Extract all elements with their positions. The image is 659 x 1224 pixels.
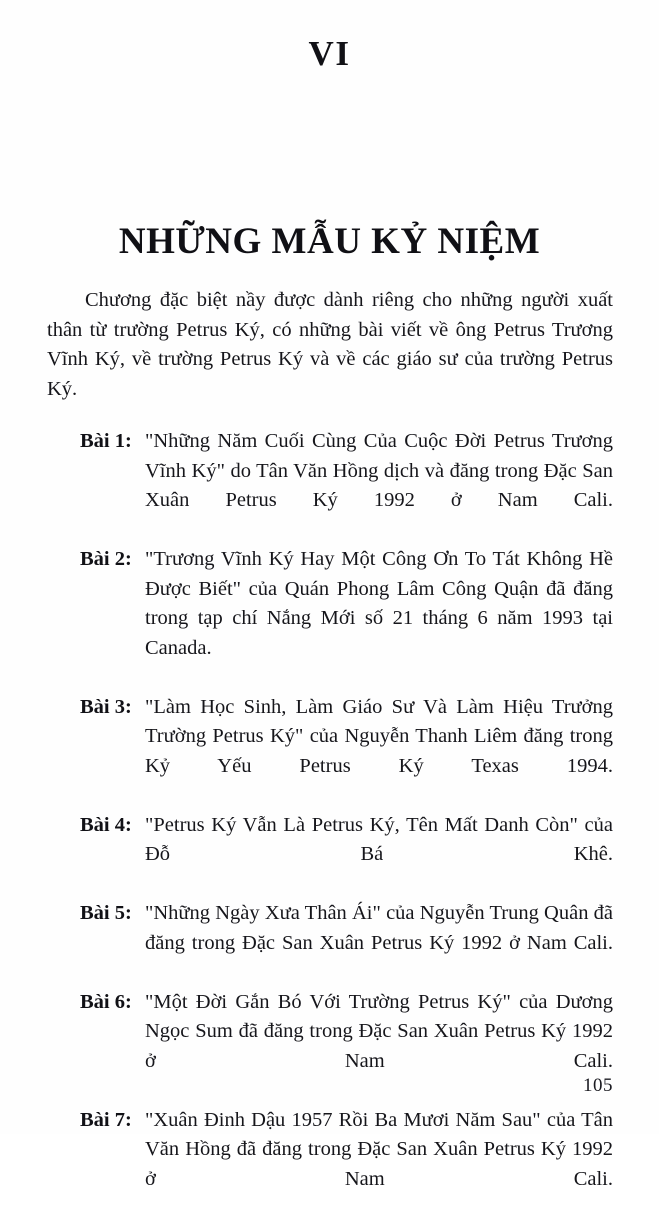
entry-text: "Petrus Ký Vẫn Là Petrus Ký, Tên Mất Danh Còn" của Đỗ Bá Khê. <box>145 813 613 865</box>
entry-text: "Một Đời Gắn Bó Với Trường Petrus Ký" của Dương Ngọc Sum đã đăng trong Đặc San Xuân Petrus Ký 1992 ở Nam Cali. <box>145 990 613 1072</box>
list-item <box>47 811 613 900</box>
intro-paragraph: Chương đặc biệt nầy được dành riêng cho những người xuất thân từ trường Petrus Ký, có những bài viết về ông Petrus Trương Vĩnh Ký, về trường Petrus Ký và về các giáo sư của trường Petrus Ký. <box>47 289 613 400</box>
entry-label: Bài 6: <box>80 990 132 1013</box>
list-item <box>47 988 613 1106</box>
entry-label: Bài 7: <box>80 1108 132 1131</box>
entry-text: "Những Ngày Xưa Thân Ái" của Nguyễn Trung Quân đã đăng trong Đặc San Xuân Petrus Ký 1992 ở Nam Cali. <box>145 902 613 954</box>
entry-text: "Những Năm Cuối Cùng Của Cuộc Đời Petrus Trương Vĩnh Ký" do Tân Văn Hồng dịch và đăng trong Đặc San Xuân Petrus Ký 1992 ở Nam Cali. <box>145 430 613 511</box>
chapter-title: NHỮNG MẪU KỶ NIỆM <box>118 220 541 262</box>
list-item <box>47 1106 613 1224</box>
list-item <box>47 693 613 811</box>
entry-text: "Trương Vĩnh Ký Hay Một Công Ơn To Tát Không Hề Được Biết" của Quán Phong Lâm Công Quận đã đăng trong tạp chí Nắng Mới số 21 tháng 6 năm 1993 tại Canada. <box>145 548 613 659</box>
page-number: 105 <box>583 1075 613 1096</box>
entry-label: Bài 2: <box>80 548 132 570</box>
entry-label: Bài 4: <box>80 813 132 836</box>
entry-text: "Xuân Đinh Dậu 1957 Rồi Ba Mươi Năm Sau" của Tân Văn Hồng đã đăng trong Đặc San Xuân Petrus Ký 1992 ở Nam Cali. <box>145 1108 613 1190</box>
entry-text: "Làm Học Sinh, Làm Giáo Sư Và Làm Hiệu Trưởng Trường Petrus Ký" của Nguyễn Thanh Liêm đăng trong Kỷ Yếu Petrus Ký Texas 1994. <box>145 695 613 777</box>
list-item <box>47 427 613 545</box>
entry-label: Bài 3: <box>80 695 132 718</box>
entry-label: Bài 5: <box>80 902 132 924</box>
entry-label: Bài 1: <box>80 430 132 452</box>
entry-list <box>47 427 613 1224</box>
list-item <box>47 899 613 988</box>
intro-section <box>47 286 613 434</box>
list-item <box>47 545 613 693</box>
chapter-number: VI <box>308 34 351 73</box>
